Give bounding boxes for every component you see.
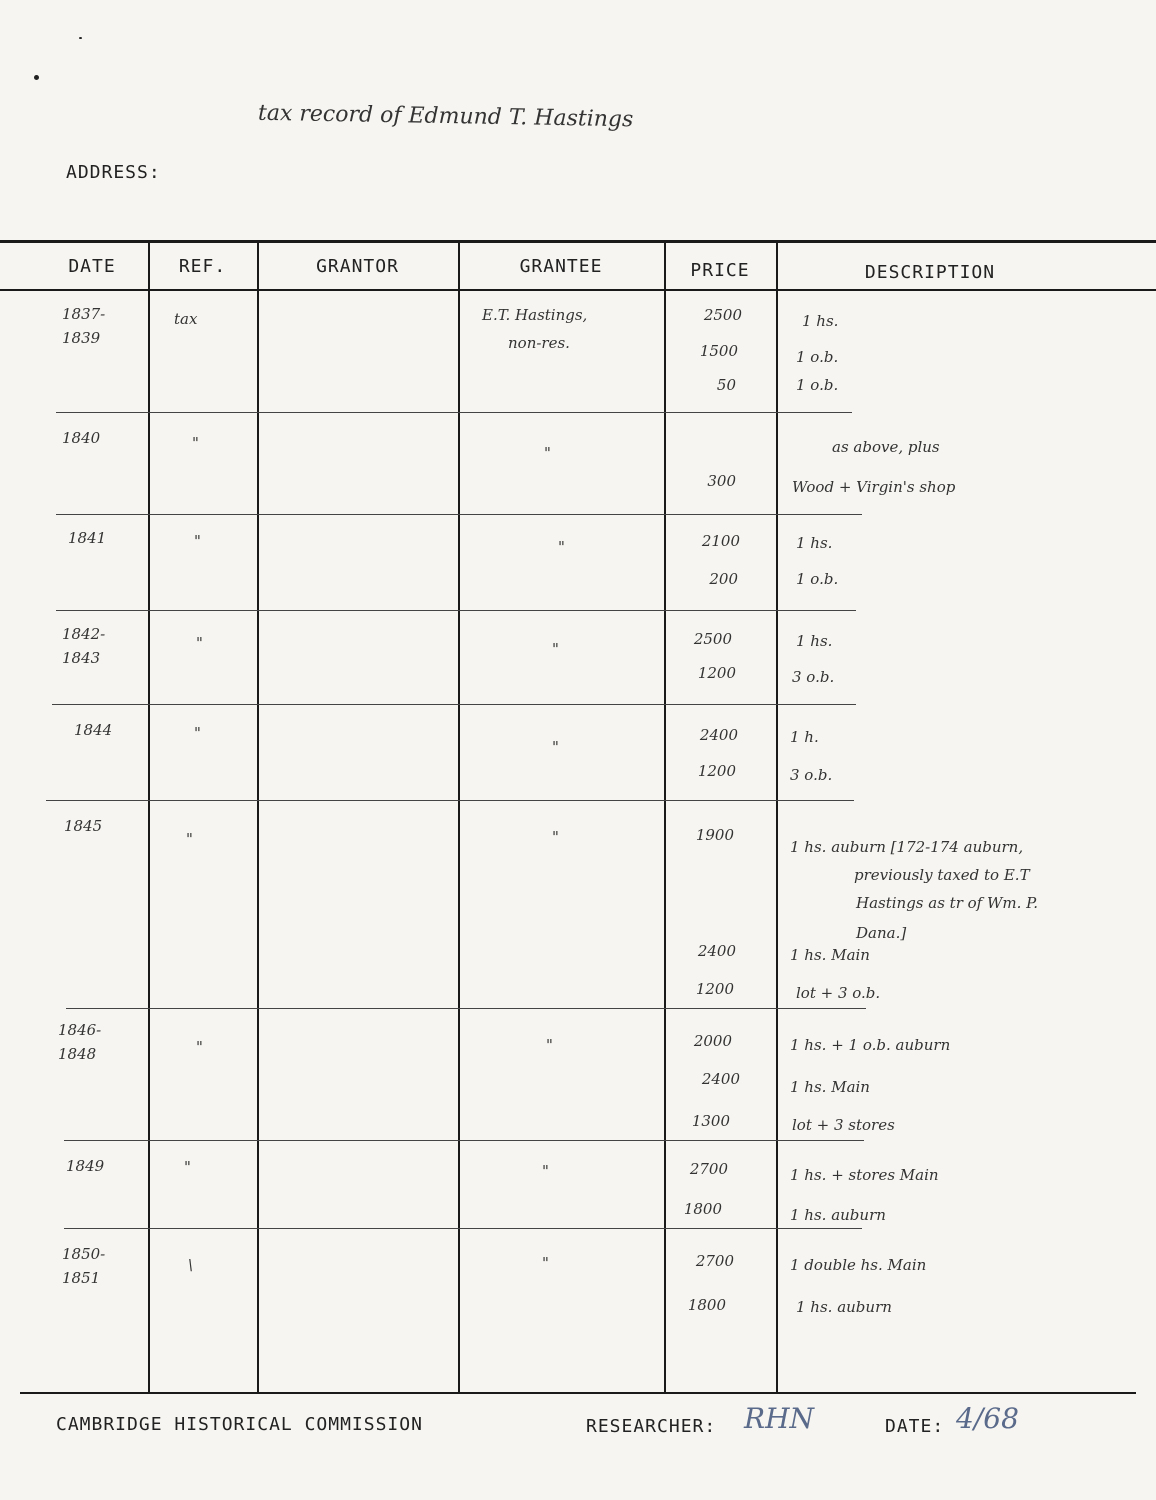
row-description: 1 hs. auburn (790, 1206, 886, 1224)
row-grantee: " (552, 738, 559, 756)
row-description: lot + 3 stores (792, 1116, 895, 1134)
row-price: 2400 (697, 942, 736, 960)
row-date (62, 1242, 142, 1290)
row-date-text: 1846- 1848 (58, 1021, 102, 1063)
row-separator (56, 610, 856, 611)
row-date (62, 426, 142, 450)
row-description: 1 hs. + 1 o.b. auburn (790, 1036, 951, 1054)
table-top-rule (0, 240, 1156, 243)
row-description: 1 hs. auburn [172-174 auburn, (790, 838, 1024, 856)
column-header-price: PRICE (690, 260, 750, 281)
row-date (58, 1018, 138, 1066)
row-grantee: E.T. Hastings, (482, 306, 588, 324)
column-header-description: DESCRIPTION (864, 262, 996, 283)
row-price: 2700 (695, 1252, 734, 1270)
row-separator (56, 412, 852, 413)
row-description: 1 hs. Main (790, 946, 870, 964)
paper-speck (79, 37, 82, 39)
row-price: 2700 (689, 1160, 728, 1178)
row-description: 1 h. (790, 728, 819, 746)
row-grantee: " (546, 1036, 553, 1054)
table-bottom-rule (20, 1392, 1136, 1394)
row-ref: " (194, 724, 201, 742)
row-price: 50 (716, 376, 736, 394)
row-description: 1 hs. (796, 534, 833, 552)
row-description: 3 o.b. (792, 668, 835, 686)
row-date (66, 1154, 146, 1178)
row-date (74, 718, 154, 742)
row-date (62, 302, 142, 350)
row-description: 1 hs. Main (790, 1078, 870, 1096)
row-date-text: 1844 (74, 721, 113, 739)
footer-commission: CAMBRIDGE HISTORICAL COMMISSION (56, 1414, 423, 1435)
row-ref: tax (174, 310, 198, 328)
table-header-rule (0, 289, 1156, 291)
row-grantee-line2: non-res. (508, 334, 570, 352)
row-description: 1 hs. (796, 632, 833, 650)
row-grantee: " (544, 444, 551, 462)
row-date-text: 1845 (64, 817, 103, 835)
row-grantee: " (552, 828, 559, 846)
row-grantee: " (558, 538, 565, 556)
row-description: 1 hs. auburn (796, 1298, 892, 1316)
column-header-ref: REF. (178, 256, 227, 277)
row-description: previously taxed to E.T (854, 866, 1030, 884)
footer-date-label: DATE: (885, 1416, 945, 1437)
column-header-grantor: GRANTOR (316, 256, 399, 277)
row-description: as above, plus (832, 438, 940, 456)
row-price: 1800 (683, 1200, 722, 1218)
footer-researcher: RHN (744, 1402, 814, 1435)
footer-researcher-label: RESEARCHER: (586, 1416, 717, 1437)
row-price: 1300 (691, 1112, 730, 1130)
row-description: 1 o.b. (796, 348, 839, 366)
row-ref: \ (188, 1256, 194, 1274)
row-ref: " (184, 1158, 191, 1176)
row-grantee: " (552, 640, 559, 658)
row-price: 1800 (687, 1296, 726, 1314)
row-ref: " (194, 532, 201, 550)
col-divider (257, 241, 259, 1392)
row-date (64, 814, 144, 838)
row-ref: " (192, 434, 199, 452)
page-title: tax record of Edmund T. Hastings (257, 100, 634, 133)
row-date-text: 1842- 1843 (62, 625, 106, 667)
row-separator (66, 1008, 866, 1009)
row-description: 1 hs. (802, 312, 839, 330)
row-description: 1 o.b. (796, 570, 839, 588)
row-price: 1500 (699, 342, 738, 360)
row-description: Dana.] (856, 924, 907, 942)
row-date-text: 1849 (66, 1157, 105, 1175)
row-price: 2400 (699, 726, 738, 744)
row-ref: " (186, 830, 193, 848)
row-description: Wood + Virgin's shop (792, 478, 956, 496)
row-description: 1 o.b. (796, 376, 839, 394)
row-date-text: 1840 (62, 429, 101, 447)
row-date (68, 526, 148, 550)
row-separator (56, 514, 862, 515)
col-divider (776, 241, 778, 1392)
row-date (62, 622, 142, 670)
row-price: 2400 (701, 1070, 740, 1088)
column-header-grantee: GRANTEE (519, 256, 603, 277)
row-price: 1200 (697, 664, 736, 682)
row-description: 3 o.b. (790, 766, 833, 784)
row-price: 2100 (701, 532, 740, 550)
paper-speck (34, 75, 39, 80)
row-price: 300 (707, 472, 736, 490)
row-description: lot + 3 o.b. (796, 984, 881, 1002)
row-price: 2500 (693, 630, 732, 648)
row-grantee: " (542, 1254, 549, 1272)
col-divider (458, 241, 460, 1392)
row-description: Hastings as tr of Wm. P. (856, 894, 1038, 912)
row-separator (46, 800, 854, 801)
address-label: ADDRESS: (66, 162, 161, 183)
row-separator (52, 704, 856, 705)
row-price: 1200 (695, 980, 734, 998)
row-price: 2500 (703, 306, 742, 324)
row-price: 200 (709, 570, 738, 588)
row-price: 2000 (693, 1032, 732, 1050)
row-ref: " (196, 634, 203, 652)
row-description: 1 hs. + stores Main (790, 1166, 939, 1184)
row-date-text: 1841 (68, 529, 107, 547)
footer-date: 4/68 (956, 1402, 1019, 1435)
row-separator (64, 1228, 862, 1229)
row-price: 1900 (695, 826, 734, 844)
row-separator (64, 1140, 864, 1141)
column-header-date: DATE (68, 256, 116, 277)
row-price: 1200 (697, 762, 736, 780)
row-date-text: 1850- 1851 (62, 1245, 106, 1287)
row-grantee: " (542, 1162, 549, 1180)
row-date-text: 1837- 1839 (62, 305, 106, 347)
row-description: 1 double hs. Main (790, 1256, 927, 1274)
col-divider (148, 241, 150, 1392)
row-ref: " (196, 1038, 203, 1056)
col-divider (664, 241, 666, 1392)
